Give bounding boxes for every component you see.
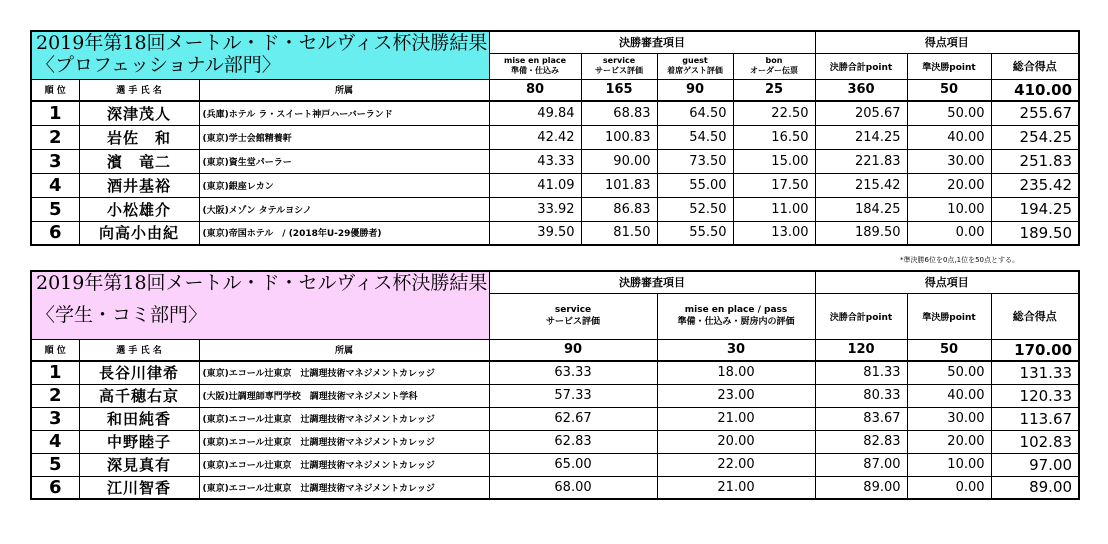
score-cell: 89.00 (815, 476, 907, 499)
score-cell: 221.83 (815, 149, 907, 173)
pro-col-header: guest 着席ゲスト評価 (657, 53, 733, 79)
student-col-header: 総合得点 (991, 293, 1079, 339)
score-cell: 63.33 (489, 361, 657, 384)
student-max-score: 90 (489, 339, 657, 361)
pro-col-header: 決勝合計point (815, 53, 907, 79)
student-title (31, 271, 489, 339)
pro-hdr-rank: 順 位 (31, 79, 79, 101)
contestant-name: 濱 竜二 (79, 149, 199, 173)
contestant-name: 長谷川律希 (79, 361, 199, 384)
score-cell: 23.00 (657, 384, 815, 407)
rank: 3 (31, 407, 79, 430)
score-cell: 55.00 (657, 173, 733, 197)
pro-col-header: mise en place 準備・仕込み (489, 53, 581, 79)
score-cell: 64.50 (657, 101, 733, 125)
pro-title (31, 31, 489, 79)
score-cell: 43.33 (489, 149, 581, 173)
table-row (31, 407, 1079, 430)
score-cell: 68.83 (581, 101, 657, 125)
contestant-name: 深津茂人 (79, 101, 199, 125)
pro-max-total: 410.00 (991, 79, 1079, 101)
contestant-name: 岩佐 和 (79, 125, 199, 149)
total-cell: 102.83 (991, 430, 1079, 453)
score-cell: 101.83 (581, 173, 657, 197)
score-cell: 50.00 (907, 361, 991, 384)
pro-max-score: 90 (657, 79, 733, 101)
affiliation: (東京)エコール辻東京 辻調理技術マネジメントカレッジ (199, 361, 489, 384)
score-cell: 55.50 (657, 221, 733, 245)
score-cell: 20.00 (907, 430, 991, 453)
table-row (31, 173, 1079, 197)
score-cell: 68.00 (489, 476, 657, 499)
score-cell: 50.00 (907, 101, 991, 125)
rank: 5 (31, 197, 79, 221)
score-cell: 81.50 (581, 221, 657, 245)
score-cell: 20.00 (657, 430, 815, 453)
score-cell: 65.00 (489, 453, 657, 476)
contestant-name: 高千穂右京 (79, 384, 199, 407)
student-max-score: 50 (907, 339, 991, 361)
score-cell: 83.67 (815, 407, 907, 430)
score-cell: 13.00 (733, 221, 815, 245)
table-row (31, 149, 1079, 173)
affiliation: (兵庫)ホテル ラ・スイート神戸ハーバーランド (199, 101, 489, 125)
score-cell: 49.84 (489, 101, 581, 125)
pro-hdr-aff: 所属 (199, 79, 489, 101)
student-col-header: mise en place / pass 準備・仕込み・厨房内の評価 (657, 293, 815, 339)
student-hdr-name: 選 手 氏 名 (79, 339, 199, 361)
score-cell: 40.00 (907, 384, 991, 407)
pro-col-header: 準決勝point (907, 53, 991, 79)
score-cell: 11.00 (733, 197, 815, 221)
affiliation: (大阪)メゾン タテルヨシノ (199, 197, 489, 221)
score-cell: 214.25 (815, 125, 907, 149)
pro-group-score: 得点項目 (815, 31, 1079, 53)
score-cell: 54.50 (657, 125, 733, 149)
student-group-review: 決勝審査項目 (489, 271, 815, 293)
total-cell: 120.33 (991, 384, 1079, 407)
student-col-header: service サービス評価 (489, 293, 657, 339)
total-cell: 254.25 (991, 125, 1079, 149)
student-max-total: 170.00 (991, 339, 1079, 361)
score-cell: 0.00 (907, 221, 991, 245)
score-cell: 30.00 (907, 149, 991, 173)
pro-title-line1: 2019年第18回メートル・ド・セルヴィス杯決勝結果 (36, 32, 488, 54)
student-max-score: 120 (815, 339, 907, 361)
score-cell: 80.33 (815, 384, 907, 407)
affiliation: (東京)銀座レカン (199, 173, 489, 197)
table-row (31, 125, 1079, 149)
rank: 4 (31, 173, 79, 197)
contestant-name: 向高小由紀 (79, 221, 199, 245)
score-cell: 86.83 (581, 197, 657, 221)
student-hdr-rank: 順 位 (31, 339, 79, 361)
contestant-name: 江川智香 (79, 476, 199, 499)
score-cell: 0.00 (907, 476, 991, 499)
student-col-header: 準決勝point (907, 293, 991, 339)
contestant-name: 酒井基裕 (79, 173, 199, 197)
score-cell: 189.50 (815, 221, 907, 245)
rank: 2 (31, 384, 79, 407)
score-cell: 52.50 (657, 197, 733, 221)
score-cell: 42.42 (489, 125, 581, 149)
total-cell: 113.67 (991, 407, 1079, 430)
score-cell: 41.09 (489, 173, 581, 197)
table-row (31, 430, 1079, 453)
pro-results-table (30, 30, 1080, 246)
affiliation: (大阪)辻調理師専門学校 調理技術マネジメント学科 (199, 384, 489, 407)
contestant-name: 小松雄介 (79, 197, 199, 221)
affiliation: (東京)エコール辻東京 辻調理技術マネジメントカレッジ (199, 407, 489, 430)
total-cell: 235.42 (991, 173, 1079, 197)
score-cell: 10.00 (907, 197, 991, 221)
score-cell: 39.50 (489, 221, 581, 245)
score-cell: 82.83 (815, 430, 907, 453)
score-cell: 21.00 (657, 476, 815, 499)
score-cell: 22.50 (733, 101, 815, 125)
contestant-name: 中野睦子 (79, 430, 199, 453)
pro-max-score: 165 (581, 79, 657, 101)
rank: 2 (31, 125, 79, 149)
table-row (31, 221, 1079, 245)
rank: 6 (31, 221, 79, 245)
rank: 1 (31, 361, 79, 384)
score-cell: 62.83 (489, 430, 657, 453)
score-cell: 18.00 (657, 361, 815, 384)
score-cell: 21.00 (657, 407, 815, 430)
pro-footnote: *準決勝6位を0点,1位を50点とする。 (900, 256, 1019, 264)
score-cell: 100.83 (581, 125, 657, 149)
score-cell: 15.00 (733, 149, 815, 173)
score-cell: 22.00 (657, 453, 815, 476)
pro-max-score: 360 (815, 79, 907, 101)
affiliation: (東京)資生堂パーラー (199, 149, 489, 173)
total-cell: 89.00 (991, 476, 1079, 499)
score-cell: 10.00 (907, 453, 991, 476)
table-row (31, 384, 1079, 407)
contestant-name: 深見真有 (79, 453, 199, 476)
pro-max-score: 80 (489, 79, 581, 101)
student-title-line1: 2019年第18回メートル・ド・セルヴィス杯決勝結果 (36, 272, 488, 294)
pro-max-score: 25 (733, 79, 815, 101)
rank: 1 (31, 101, 79, 125)
total-cell: 131.33 (991, 361, 1079, 384)
score-cell: 57.33 (489, 384, 657, 407)
score-cell: 17.50 (733, 173, 815, 197)
pro-col-header: bon オーダー伝票 (733, 53, 815, 79)
score-cell: 205.67 (815, 101, 907, 125)
table-row (31, 453, 1079, 476)
score-cell: 87.00 (815, 453, 907, 476)
affiliation: (東京)エコール辻東京 辻調理技術マネジメントカレッジ (199, 453, 489, 476)
rank: 4 (31, 430, 79, 453)
score-cell: 215.42 (815, 173, 907, 197)
pro-title-line2: 〈プロフェッショナル部門〉 (36, 54, 281, 76)
table-row (31, 361, 1079, 384)
student-group-score: 得点項目 (815, 271, 1079, 293)
total-cell: 189.50 (991, 221, 1079, 245)
pro-hdr-name: 選 手 氏 名 (79, 79, 199, 101)
score-cell: 90.00 (581, 149, 657, 173)
score-cell: 20.00 (907, 173, 991, 197)
affiliation: (東京)帝国ホテル / (2018年U-29優勝者) (199, 221, 489, 245)
student-col-header: 決勝合計point (815, 293, 907, 339)
total-cell: 255.67 (991, 101, 1079, 125)
student-results-table (30, 270, 1080, 500)
total-cell: 251.83 (991, 149, 1079, 173)
score-cell: 73.50 (657, 149, 733, 173)
table-row (31, 476, 1079, 499)
student-hdr-aff: 所属 (199, 339, 489, 361)
total-cell: 97.00 (991, 453, 1079, 476)
rank: 6 (31, 476, 79, 499)
student-max-score: 30 (657, 339, 815, 361)
pro-max-score: 50 (907, 79, 991, 101)
score-cell: 81.33 (815, 361, 907, 384)
affiliation: (東京)エコール辻東京 辻調理技術マネジメントカレッジ (199, 476, 489, 499)
pro-col-header: 総合得点 (991, 53, 1079, 79)
rank: 5 (31, 453, 79, 476)
table-row (31, 101, 1079, 125)
contestant-name: 和田純香 (79, 407, 199, 430)
total-cell: 194.25 (991, 197, 1079, 221)
affiliation: (東京)学士会館精養軒 (199, 125, 489, 149)
affiliation: (東京)エコール辻東京 辻調理技術マネジメントカレッジ (199, 430, 489, 453)
score-cell: 184.25 (815, 197, 907, 221)
score-cell: 30.00 (907, 407, 991, 430)
score-cell: 33.92 (489, 197, 581, 221)
pro-group-review: 決勝審査項目 (489, 31, 815, 53)
rank: 3 (31, 149, 79, 173)
score-cell: 62.67 (489, 407, 657, 430)
table-row (31, 197, 1079, 221)
score-cell: 40.00 (907, 125, 991, 149)
student-title-line2: 〈学生・コミ部門〉 (36, 304, 208, 326)
score-cell: 16.50 (733, 125, 815, 149)
pro-col-header: service サービス評価 (581, 53, 657, 79)
